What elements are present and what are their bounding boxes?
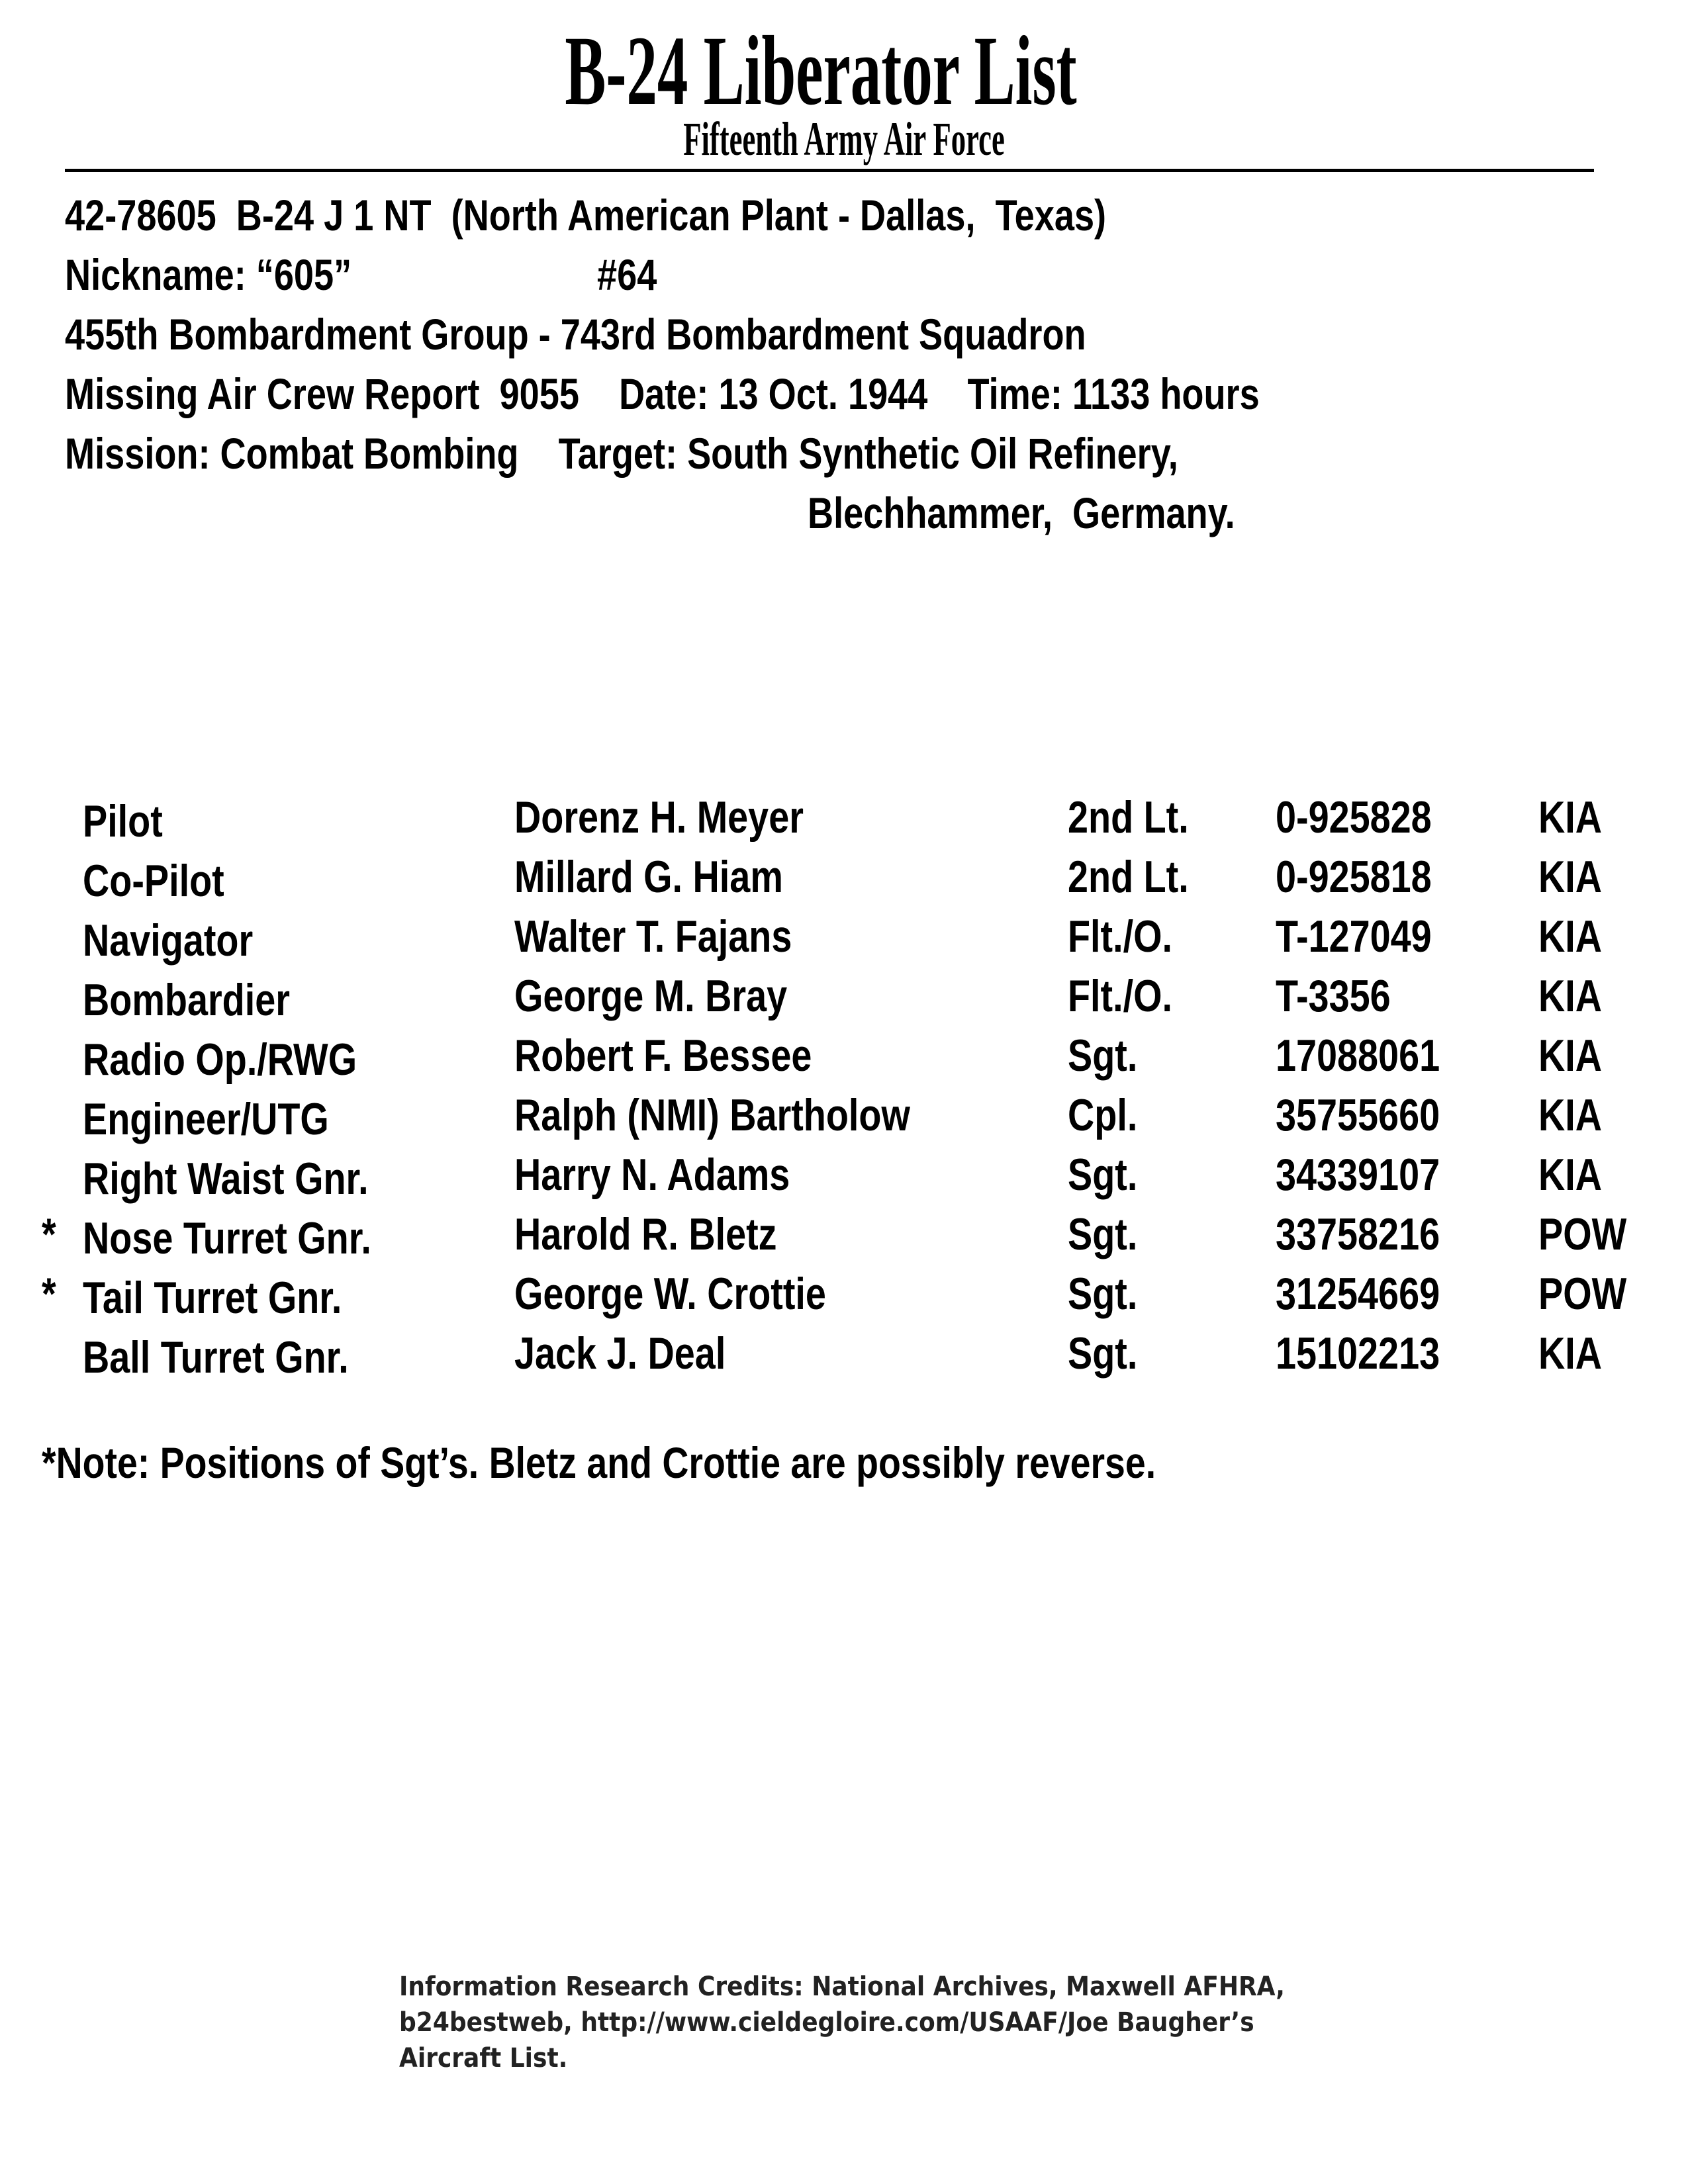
crew-serial: 34339107 — [1276, 1150, 1440, 1200]
crew-position: Radio Op./RWG — [83, 1034, 357, 1085]
crew-name: Walter T. Fajans — [514, 911, 792, 962]
page-title: B-24 Liberator List — [565, 16, 1077, 126]
crew-serial: 0-925828 — [1276, 792, 1432, 842]
crew-position: Right Waist Gnr. — [83, 1154, 369, 1204]
crew-serial: T-127049 — [1276, 911, 1432, 962]
crew-rank: Sgt. — [1068, 1328, 1138, 1379]
crew-rank: Sgt. — [1068, 1150, 1138, 1200]
credits-line: Aircraft List. — [399, 2043, 568, 2073]
asterisk-mark: * — [42, 1209, 56, 1259]
crew-serial: 31254669 — [1276, 1269, 1440, 1319]
crew-serial: 15102213 — [1276, 1328, 1440, 1379]
crew-rank: Flt./O. — [1068, 971, 1172, 1021]
crew-name: Ralph (NMI) Bartholow — [514, 1090, 910, 1140]
crew-name: Harold R. Bletz — [514, 1209, 777, 1259]
crew-serial: 33758216 — [1276, 1209, 1440, 1259]
crew-name: Harry N. Adams — [514, 1150, 790, 1200]
target-continuation: Blechhammer, Germany. — [808, 488, 1235, 537]
crew-position: Bombardier — [83, 975, 290, 1025]
crew-name: Dorenz H. Meyer — [514, 792, 804, 842]
mission-line: Mission: Combat Bombing Target: South Synthetic Oil Refinery, — [65, 429, 1178, 478]
crew-rank: Sgt. — [1068, 1030, 1138, 1081]
crew-position: Navigator — [83, 915, 254, 966]
header-divider — [65, 169, 1594, 172]
crew-name: Millard G. Hiam — [514, 852, 783, 902]
crew-position: Engineer/UTG — [83, 1094, 329, 1144]
crew-position: Nose Turret Gnr. — [83, 1213, 371, 1263]
crew-serial: 35755660 — [1276, 1090, 1440, 1140]
aircraft-unit: 455th Bombardment Group - 743rd Bombardment Squadron — [65, 310, 1086, 359]
crew-status: KIA — [1538, 1030, 1603, 1081]
crew-status: KIA — [1538, 1150, 1603, 1200]
crew-rank: Sgt. — [1068, 1209, 1138, 1259]
crew-position: Tail Turret Gnr. — [83, 1273, 342, 1323]
crew-rank: Flt./O. — [1068, 911, 1172, 962]
footnote: *Note: Positions of Sgt’s. Bletz and Crottie are possibly reverse. — [42, 1438, 1156, 1487]
aircraft-number: #64 — [597, 250, 657, 299]
crew-rank: 2nd Lt. — [1068, 792, 1189, 842]
crew-status: KIA — [1538, 911, 1603, 962]
crew-status: KIA — [1538, 1090, 1603, 1140]
crew-name: George M. Bray — [514, 971, 788, 1021]
crew-status: POW — [1538, 1269, 1627, 1319]
crew-serial: 17088061 — [1276, 1030, 1440, 1081]
crew-name: George W. Crottie — [514, 1269, 826, 1319]
crew-name: Jack J. Deal — [514, 1328, 726, 1379]
crew-status: KIA — [1538, 1328, 1603, 1379]
crew-name: Robert F. Bessee — [514, 1030, 812, 1081]
crew-status: KIA — [1538, 971, 1603, 1021]
crew-serial: T-3356 — [1276, 971, 1391, 1021]
crew-position: Co-Pilot — [83, 856, 224, 906]
macr-line: Missing Air Crew Report 9055 Date: 13 Oct. 1944 Time: 1133 hours — [65, 369, 1260, 418]
credits-line: Information Research Credits: National Archives, Maxwell AFHRA, — [399, 1972, 1285, 2002]
crew-status: POW — [1538, 1209, 1627, 1259]
page-subtitle: Fifteenth Army Air Force — [683, 113, 1005, 165]
asterisk-mark: * — [42, 1269, 56, 1319]
crew-position: Ball Turret Gnr. — [83, 1332, 349, 1383]
crew-rank: Sgt. — [1068, 1269, 1138, 1319]
crew-serial: 0-925818 — [1276, 852, 1432, 902]
crew-status: KIA — [1538, 852, 1603, 902]
crew-rank: Cpl. — [1068, 1090, 1138, 1140]
crew-rank: 2nd Lt. — [1068, 852, 1189, 902]
aircraft-serial-line: 42-78605 B-24 J 1 NT (North American Plant - Dallas, Texas) — [65, 191, 1107, 240]
aircraft-nickname: Nickname: “605” — [65, 250, 352, 299]
credits-line: b24bestweb, http://www.cieldegloire.com/USAAF/Joe Baugher’s — [399, 2007, 1254, 2038]
crew-status: KIA — [1538, 792, 1603, 842]
crew-position: Pilot — [83, 796, 163, 846]
